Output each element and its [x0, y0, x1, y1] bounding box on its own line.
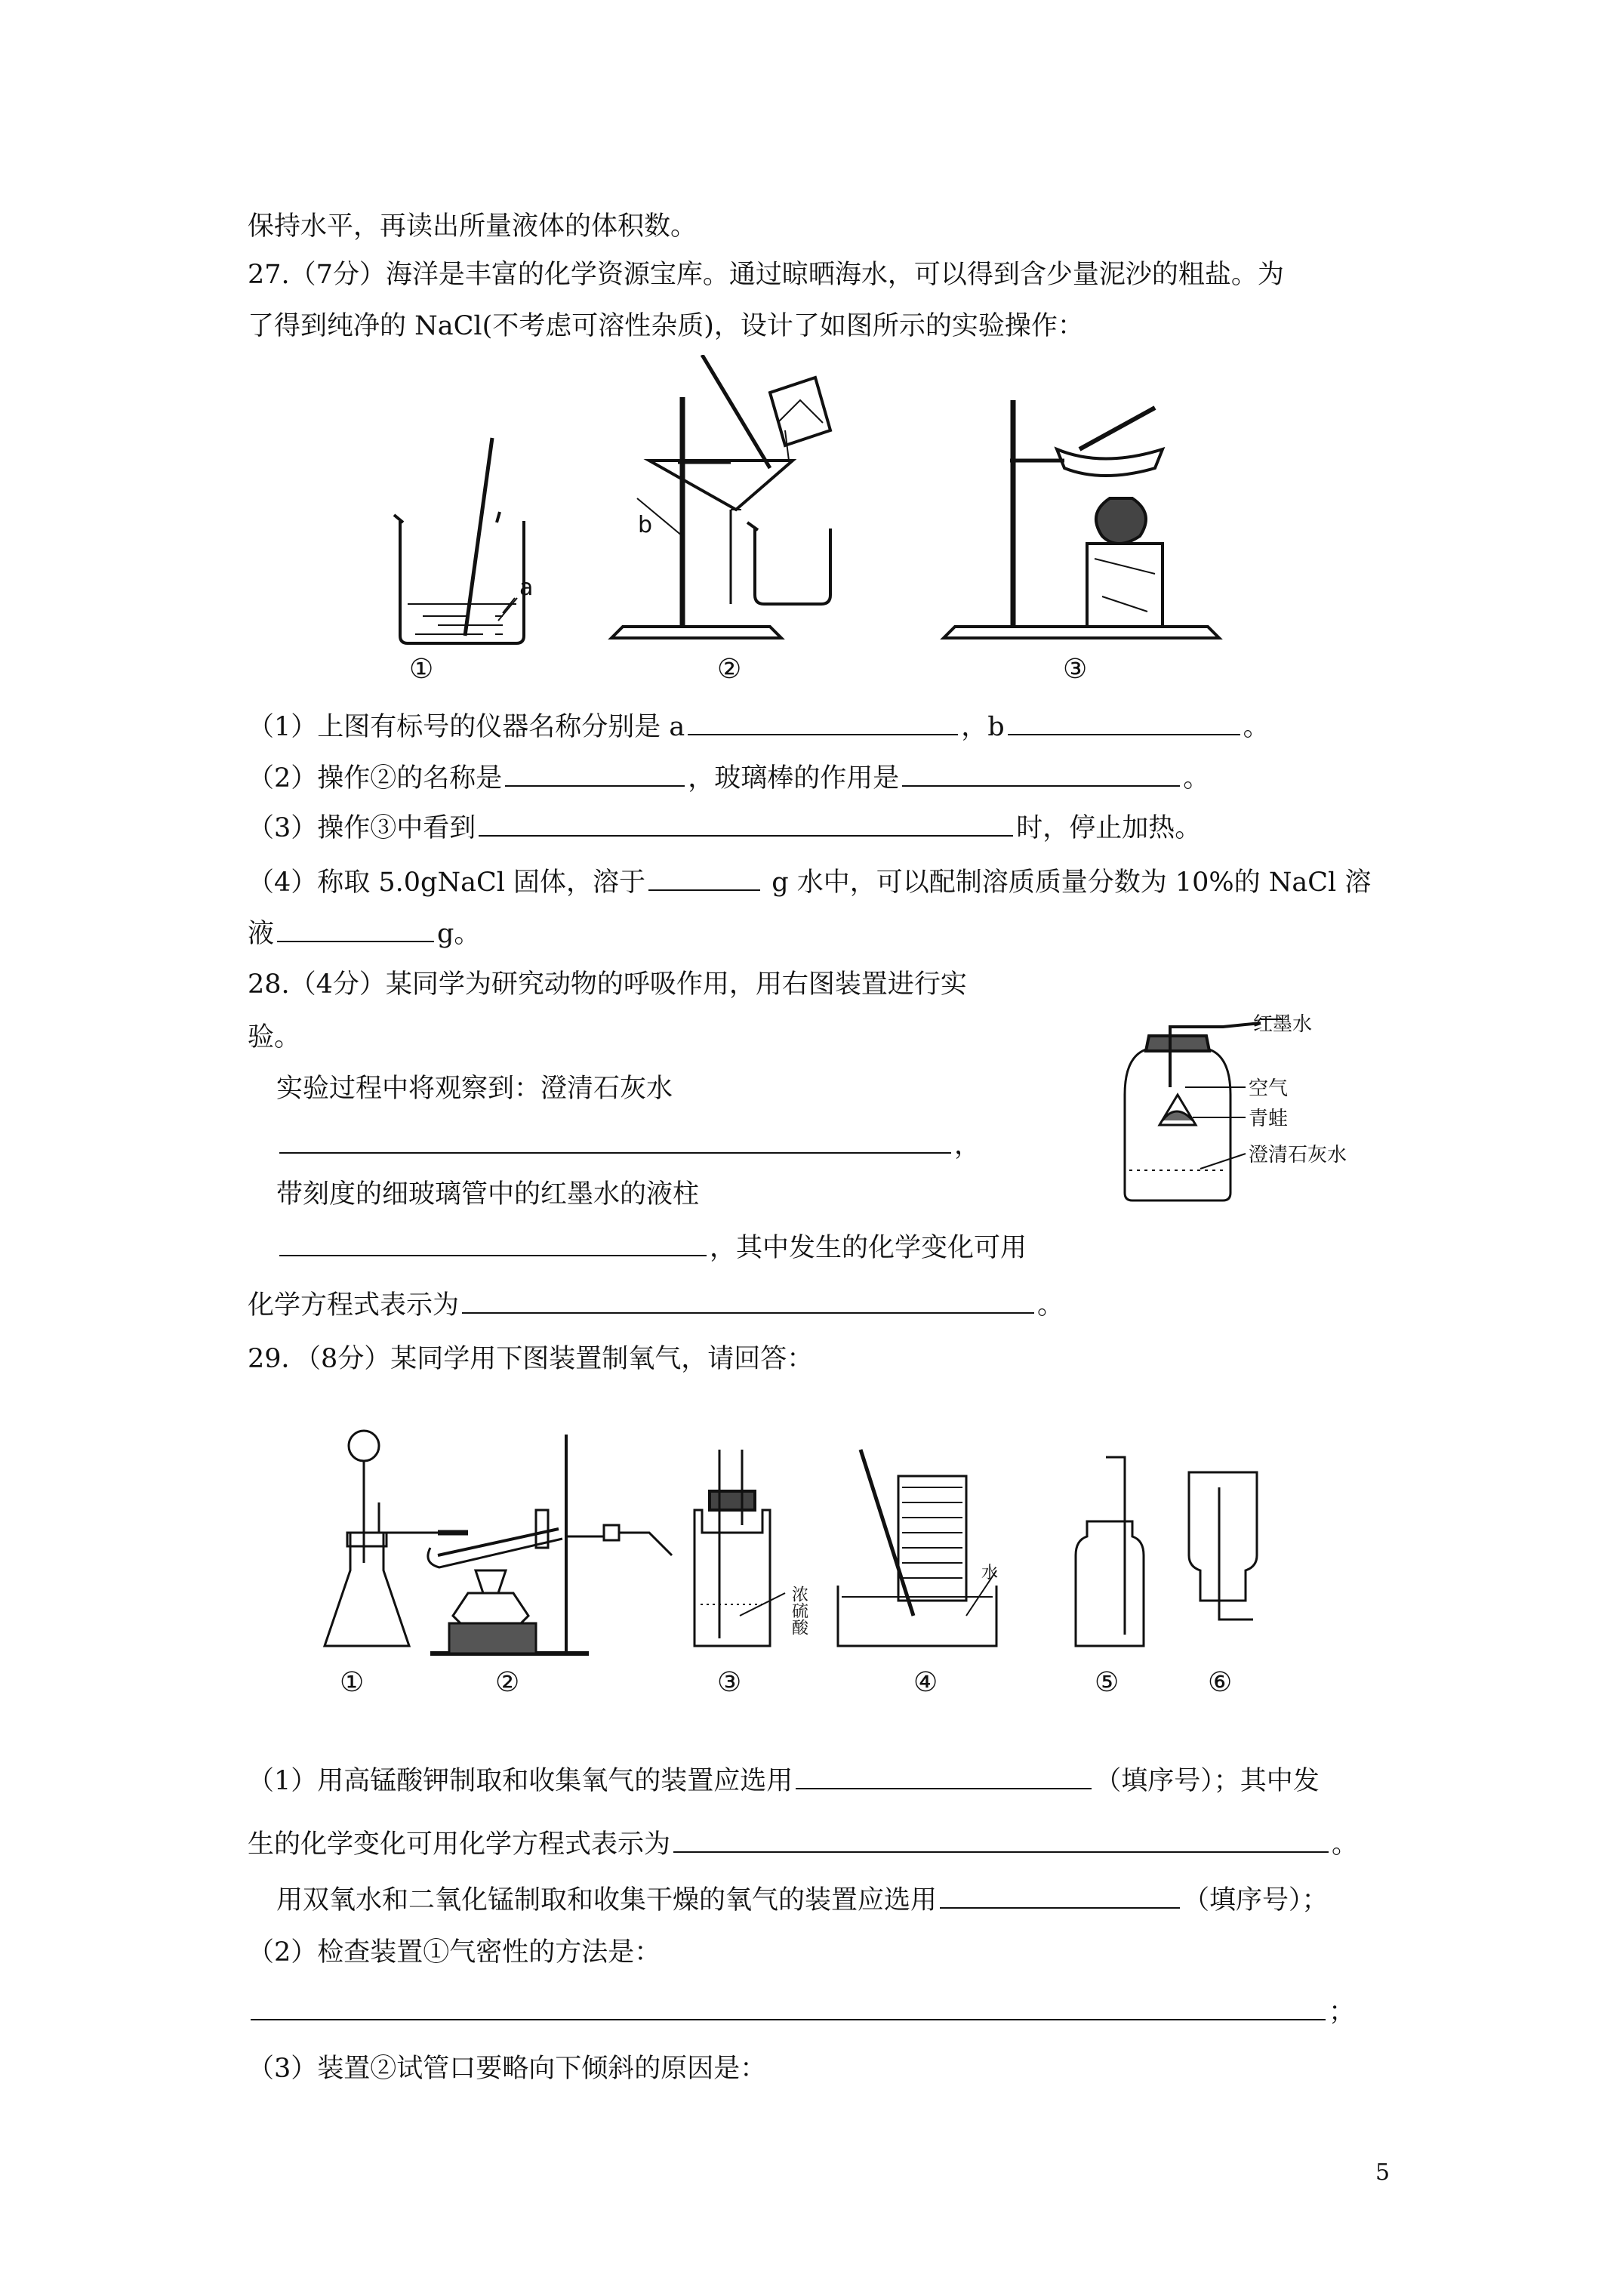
- q28-observation3: ，其中发生的化学变化可用: [276, 1229, 1027, 1265]
- answer-blank-a[interactable]: [688, 708, 958, 735]
- figure-number-5: ⑤: [1095, 1667, 1119, 1698]
- figure-number-1: ①: [409, 654, 434, 685]
- q27-stem-line2: 了得到纯净的 NaCl(不考虑可溶性杂质)，设计了如图所示的实验操作：: [248, 311, 1084, 341]
- q29-part1-line2: 生的化学变化可用化学方程式表示为 。: [248, 1826, 1358, 1861]
- figure-number-3: ③: [1063, 654, 1088, 685]
- apparatus-4-water-trough: [838, 1450, 999, 1646]
- q29-part2-answer: ；: [248, 1993, 1355, 2029]
- answer-blank-rod-function[interactable]: [902, 760, 1180, 787]
- apparatus-1-conical-flask: [325, 1431, 468, 1646]
- answer-blank-h2o2-apparatus[interactable]: [940, 1881, 1180, 1909]
- q26-tail: 保持水平，再读出所量液体的体积数。: [248, 211, 698, 242]
- answer-blank-limewater[interactable]: [279, 1126, 951, 1154]
- q29-part1-line3: 用双氧水和二氧化锰制取和收集干燥的氧气的装置应选用 （填序号）；: [276, 1881, 1329, 1917]
- answer-blank-equation-q28[interactable]: [462, 1287, 1034, 1314]
- figure-number-2: ②: [717, 654, 742, 685]
- q27-part3: （3）操作③中看到 时，停止加热。: [248, 809, 1201, 845]
- label-limewater: 澄清石灰水: [1249, 1144, 1347, 1166]
- filtration-apparatus: [611, 355, 830, 638]
- answer-blank-b[interactable]: [1008, 708, 1240, 735]
- q27-part1: （1）上图有标号的仪器名称分别是 a ，b 。: [248, 708, 1270, 744]
- answer-blank-kmno4-apparatus[interactable]: [796, 1762, 1092, 1789]
- answer-blank-water-mass[interactable]: [648, 864, 760, 891]
- answer-blank-airtightness[interactable]: [251, 1993, 1326, 2020]
- q29-part2: （2）检查装置①气密性的方法是：: [248, 1937, 661, 1968]
- figure-number-4: ④: [913, 1667, 938, 1698]
- label-frog: 青蛙: [1249, 1108, 1289, 1130]
- beaker-with-stirring-rod: [394, 438, 524, 643]
- q27-figure: [377, 355, 1268, 687]
- label-red-ink: 红墨水: [1253, 1013, 1313, 1036]
- answer-blank-ink-column[interactable]: [279, 1229, 707, 1256]
- apparatus-5-bottle-upward: [1076, 1457, 1144, 1646]
- q28-stem-line2: 验。: [248, 1022, 301, 1052]
- q29-part3: （3）装置②试管口要略向下倾斜的原因是：: [248, 2054, 767, 2084]
- q28-stem-line1: 28.（4分）某同学为研究动物的呼吸作用，用右图装置进行实: [248, 969, 967, 1000]
- q27-stem-line1: 27.（7分）海洋是丰富的化学资源宝库。通过晾晒海水，可以得到含少量泥沙的粗盐。为: [248, 260, 1284, 290]
- q27-part4-line2: 液 g。: [248, 915, 480, 951]
- apparatus-2-test-tube-heating: [428, 1435, 672, 1653]
- apparatus-3-wash-bottle: [694, 1450, 785, 1646]
- q29-part1-line1: （1）用高锰酸钾制取和收集氧气的装置应选用 （填序号）；其中发: [248, 1762, 1320, 1798]
- q29-figure: [317, 1419, 1359, 1706]
- answer-blank-equation-q29[interactable]: [673, 1826, 1329, 1853]
- q27-part4: （4）称取 5.0gNaCl 固体，溶于 g 水中，可以配制溶质质量分数为 10%的 NaCl 溶: [248, 864, 1371, 899]
- answer-blank-operation-name[interactable]: [505, 760, 685, 787]
- label-b: b: [638, 512, 653, 538]
- label-sulfuric-acid: 浓硫酸: [789, 1586, 808, 1635]
- answer-blank-solution-mass[interactable]: [277, 915, 434, 942]
- label-air: 空气: [1249, 1077, 1289, 1100]
- q27-part2: （2）操作②的名称是 ，玻璃棒的作用是 。: [248, 760, 1209, 795]
- page-number: 5: [1375, 2159, 1390, 2186]
- evaporation-apparatus: [944, 400, 1219, 638]
- answer-blank-observation[interactable]: [479, 809, 1013, 837]
- figure-number-6: ⑥: [1208, 1667, 1233, 1698]
- q28-equation: 化学方程式表示为 。: [248, 1287, 1064, 1322]
- figure-number-2: ②: [495, 1667, 520, 1698]
- q28-observation1-answer: ，: [276, 1126, 981, 1162]
- figure-number-3: ③: [717, 1667, 742, 1698]
- apparatus-6-bottle-downward: [1189, 1472, 1257, 1620]
- q28-observation2: 带刻度的细玻璃管中的红墨水的液柱: [276, 1179, 700, 1210]
- figure-number-1: ①: [340, 1667, 365, 1698]
- label-a: a: [519, 575, 534, 601]
- q28-observation1: 实验过程中将观察到：澄清石灰水: [276, 1074, 673, 1104]
- label-water: 水: [981, 1564, 999, 1583]
- q28-figure: [1079, 989, 1397, 1216]
- q29-stem: 29．（8分）某同学用下图装置制氧气，请回答：: [248, 1344, 814, 1374]
